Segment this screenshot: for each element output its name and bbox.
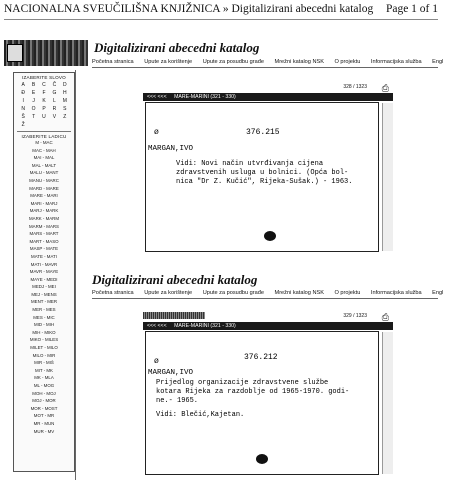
nav-loan-instructions[interactable]: Upute za posudbu građe (202, 59, 264, 65)
nav-divider (92, 67, 438, 68)
drawer-item[interactable]: MOR - MOST (30, 405, 58, 411)
card-heading: MARGAN,IVO (148, 145, 194, 153)
catalog-card (145, 331, 379, 475)
letters-heading: IZABERITE SLOVO (22, 75, 66, 80)
letter-link[interactable]: M (62, 98, 67, 104)
letter-link[interactable]: B (31, 82, 36, 88)
drawer-item[interactable]: MASP - MATE (29, 246, 59, 252)
catalog-title: Digitalizirani abecedni katalog (94, 40, 260, 55)
drawer-item[interactable]: MIKO - MILES (29, 337, 59, 343)
nav-english[interactable]: Engl (432, 290, 444, 296)
nav-information[interactable]: Informacijska služba (370, 290, 422, 296)
drawer-item[interactable]: MARM - MARS (28, 223, 59, 229)
printer-icon[interactable]: ⎙ (381, 312, 389, 322)
letter-link[interactable]: Ž (21, 122, 25, 128)
letter-link[interactable]: L (53, 98, 56, 104)
card-panel-1 (143, 83, 393, 251)
drawer-item[interactable]: MUR - MV (33, 428, 55, 434)
card-toolbar (143, 83, 393, 93)
letter-link[interactable]: Z (63, 114, 67, 120)
letter-link[interactable]: Đ (21, 90, 25, 96)
page-header (4, 2, 438, 18)
sidebar-divider (17, 131, 71, 132)
drawer-item[interactable]: MR - MUN (33, 420, 55, 426)
drawer-item[interactable]: MAI - MAL (33, 155, 55, 161)
drawer-item[interactable]: MIR - MIŠ (34, 360, 54, 366)
card-toolbar (143, 312, 393, 322)
drawer-list (14, 139, 74, 435)
nav-about[interactable]: O projektu (334, 290, 361, 296)
nsk-logo (4, 40, 88, 66)
drawer-item[interactable]: MILET - MILO (30, 345, 58, 351)
nav-loan-instructions[interactable]: Upute za posudbu građe (202, 290, 264, 296)
letter-link[interactable]: Č (52, 82, 57, 88)
card-hole (256, 454, 268, 464)
card-marker: ø (154, 357, 159, 366)
drawer-item[interactable]: MILO - MIR (32, 352, 56, 358)
card-counter: 329 / 1323 (343, 313, 367, 319)
prev-arrows[interactable]: <<< <<< (147, 94, 167, 100)
call-number: 376.212 (244, 353, 278, 362)
drawer-item[interactable]: MK - MLA (34, 375, 54, 381)
main-nav-repeat (92, 290, 452, 296)
drawer-range-label: MARE-MARINI (321 - 330) (174, 323, 236, 329)
card-body: Vidi: Novi način utvrđivanja cijena zdravstvenih usluga u bolnici. (Opća bol- nica "Dr Z. Kučić", Rijeka-Sušak.) - 1963. (176, 160, 353, 186)
logo-mark-icon (7, 44, 23, 62)
card-hole (264, 231, 276, 241)
nav-online-catalog[interactable]: Mrežni katalog NSK (274, 59, 324, 65)
drawers-heading: IZABERITE LADICU (21, 134, 67, 139)
letter-link[interactable]: U (42, 114, 46, 120)
catalog-card (145, 102, 379, 252)
drawer-item[interactable]: MAC - MAH (32, 147, 56, 153)
nav-about[interactable]: O projektu (334, 59, 361, 65)
drawer-item[interactable]: MANU - MARC (29, 177, 59, 183)
drawer-item[interactable]: MART - MASO (29, 238, 59, 244)
drawer-item[interactable]: MID - MIH (34, 322, 54, 328)
page-header-title: NACIONALNA SVEUČILIŠNA KNJIŽNICA » Digitalizirani abecedni katalog (4, 3, 374, 15)
drawer-item[interactable]: MAYE - MEDI (30, 276, 58, 282)
main-nav (92, 59, 452, 65)
nav-online-catalog[interactable]: Mrežni katalog NSK (274, 290, 324, 296)
letter-link[interactable]: D (62, 82, 67, 88)
tab-strip (143, 312, 205, 319)
card-next-strip[interactable] (382, 332, 393, 474)
letter-link[interactable]: G (52, 90, 57, 96)
drawer-item[interactable]: MAVR - MAYE (29, 269, 59, 275)
drawer-item[interactable]: ML - MOG (33, 383, 55, 388)
nav-home[interactable]: Početna stranica (92, 59, 134, 65)
see-also: Vidi: Blečić,Kajetan. (156, 411, 245, 419)
card-counter: 328 / 1323 (343, 84, 367, 90)
drawer-item[interactable]: MES - MIC (33, 314, 55, 320)
nav-instructions[interactable]: Upute za korištenje (144, 290, 193, 296)
drawer-item[interactable]: MEDJ - MEI (32, 284, 56, 290)
sidebar-border (75, 70, 76, 480)
header-divider (4, 19, 438, 20)
letter-link[interactable]: V (52, 114, 57, 120)
drawer-range-label: MARE-MARINI (321 - 330) (174, 94, 236, 100)
nav-english[interactable]: Engl (432, 59, 444, 65)
drawer-item[interactable]: MARJ - MARK (29, 208, 59, 214)
letter-link[interactable]: N (21, 106, 25, 112)
letter-link[interactable]: J (32, 98, 35, 104)
letter-link[interactable]: O (31, 106, 36, 112)
drawer-item[interactable]: MATI - MAVR (30, 261, 58, 267)
letter-link[interactable]: H (62, 90, 67, 96)
letter-link[interactable]: T (32, 114, 36, 120)
sidebar (13, 72, 75, 472)
drawer-item[interactable]: MEJ - MENS (31, 291, 57, 297)
drawer-item[interactable]: MIT - MK (35, 367, 53, 373)
drawer-item[interactable]: MALU - MANT (29, 170, 59, 176)
letter-link[interactable]: K (42, 98, 46, 104)
drawer-item[interactable]: MOJ - MOR (32, 398, 56, 404)
letter-link[interactable]: C (42, 82, 46, 88)
card-heading: MARGAN,IVO (148, 369, 194, 377)
drawer-item[interactable]: MER - MES (32, 307, 56, 313)
drawer-item[interactable]: MOH - MOJ (32, 390, 56, 396)
letter-link[interactable]: Š (21, 114, 25, 120)
card-marker: ø (154, 128, 159, 137)
card-panel-2 (143, 312, 393, 474)
printer-icon[interactable]: ⎙ (381, 83, 389, 93)
drawer-item[interactable]: MOT - MR (33, 413, 55, 419)
nav-instructions[interactable]: Upute za korištenje (144, 59, 193, 65)
letter-link[interactable]: P (42, 106, 46, 112)
letter-link[interactable]: E (31, 90, 36, 96)
prev-arrows[interactable]: <<< <<< (147, 323, 167, 329)
letter-link[interactable]: I (22, 98, 24, 104)
nav-divider-repeat (92, 298, 438, 299)
letter-link[interactable]: A (21, 82, 25, 88)
card-next-strip[interactable] (382, 103, 393, 251)
letter-index (18, 82, 70, 128)
drawer-item[interactable]: MAL - MALT (31, 162, 57, 168)
drawer-item[interactable]: MARD - MARE (29, 185, 59, 191)
catalog-title-repeat: Digitalizirani abecedni katalog (92, 272, 258, 287)
drawer-item[interactable]: MENT - MER (30, 299, 58, 305)
nav-home[interactable]: Početna stranica (92, 290, 134, 296)
letter-link[interactable]: R (52, 106, 57, 112)
drawer-item[interactable]: MARS - MART (29, 231, 59, 237)
drawer-item[interactable]: MATE - MATI (31, 253, 57, 259)
drawer-item[interactable]: MARE - MARI (30, 193, 58, 199)
drawer-item[interactable]: MARK - MARM (28, 215, 59, 221)
drawer-item[interactable]: M - MAC (35, 140, 53, 145)
call-number: 376.215 (246, 128, 280, 137)
drawer-range-bar (143, 322, 393, 330)
page-number: Page 1 of 1 (385, 3, 438, 15)
card-body: Prijedlog organizacije zdravstvene službe kotara Rijeka za razdoblje od 1965-1970. godi- ne.- 1965. (156, 379, 350, 405)
drawer-item[interactable]: MIH - MIKO (32, 329, 56, 335)
nav-information[interactable]: Informacijska služba (370, 59, 422, 65)
letter-link[interactable]: F (42, 90, 46, 96)
drawer-range-bar (143, 93, 393, 101)
letter-link[interactable]: S (63, 106, 67, 112)
drawer-item[interactable]: MARI - MARJ (30, 200, 58, 206)
